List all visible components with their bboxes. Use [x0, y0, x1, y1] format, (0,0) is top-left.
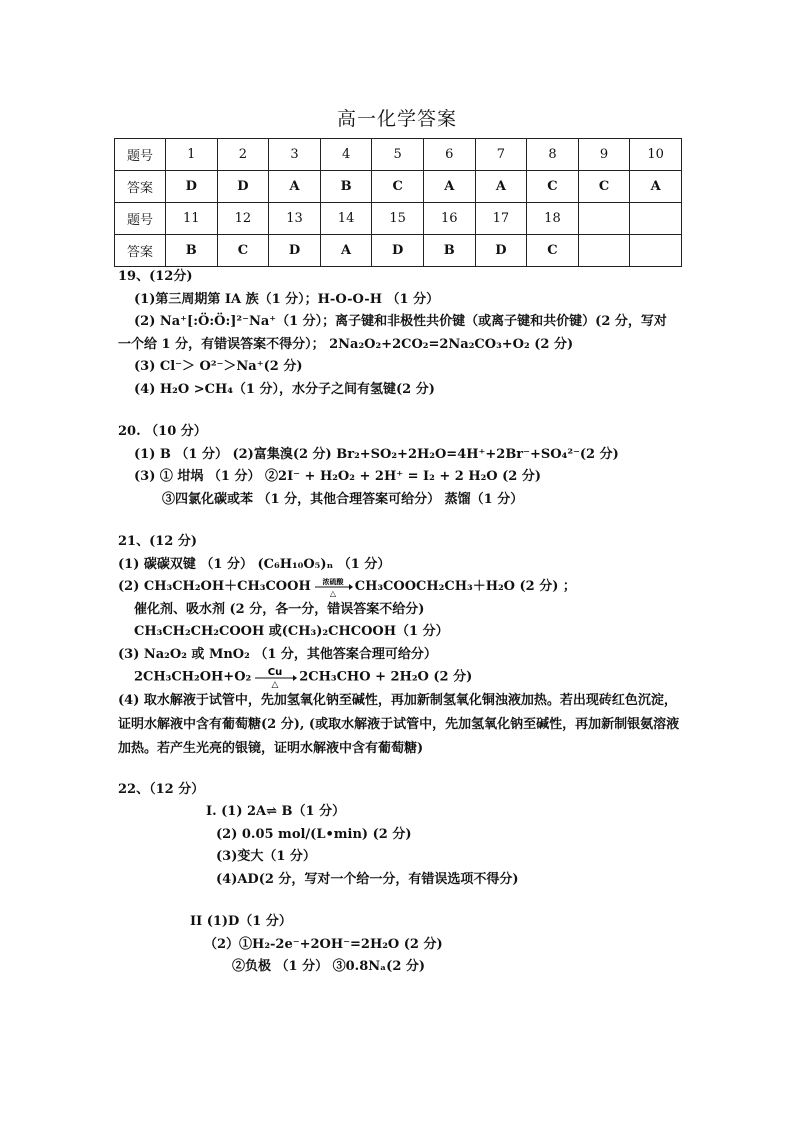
arrow-condition-above: 浓硫酸	[322, 577, 344, 586]
reaction-arrow-icon	[313, 577, 353, 597]
q21-line-2	[118, 576, 718, 599]
q19-line-2: (2) Na⁺[:Ö:Ö:]²⁻Na⁺（1 分）；离子键和非极性共价键（或离子键和共价键）(2 分，写对	[134, 314, 667, 329]
table-cell: 9	[578, 139, 630, 171]
table-cell: D	[372, 235, 424, 267]
reaction-arrow-icon	[253, 666, 297, 688]
table-cell: 12	[217, 203, 269, 235]
q21-line-4: CH₃CH₂CH₂COOH 或(CH₃)₂CHCOOH（1 分）	[134, 624, 449, 639]
table-cell: 15	[372, 203, 424, 235]
arrow-condition-below: △	[329, 588, 336, 597]
q21-line-3: 催化剂、吸水剂 (2 分，各一分，错误答案不给分)	[134, 601, 425, 617]
table-cell: B	[320, 171, 372, 203]
table-cell: C	[527, 235, 579, 267]
q19-line-5: (4) H₂O >CH₄（1 分），水分子之间有氢键(2 分)	[134, 381, 435, 397]
q21-products: CH₃COOCH₂CH₃＋H₂O (2 分) ；	[354, 579, 576, 594]
question-number-row	[115, 139, 682, 171]
q22-part2-3: ②负极 （1 分） ③0.8Nₐ(2 分)	[232, 959, 426, 974]
q22-part1-2: (2) 0.05 mol/(L•min) (2 分)	[216, 826, 412, 842]
table-cell: 8	[527, 139, 579, 171]
q21-oxidation-products: 2CH₃CHO + 2H₂O (2 分)	[299, 669, 473, 685]
table-cell: 7	[475, 139, 527, 171]
table-cell	[578, 235, 630, 267]
table-cell: B	[423, 235, 475, 267]
q21-line-1: (1) 碳碳双键 （1 分） (C₆H₁₀O₅)ₙ （1 分）	[118, 556, 391, 572]
q22-part2-1: II (1)D（1 分）	[190, 914, 292, 929]
q22-part1-1: I. (1) 2A⇌ B（1 分）	[206, 804, 346, 819]
q20-line-1: (1) B （1 分） (2)富集溴(2 分) Br₂+SO₂+2H₂O=4H⁺+2Br⁻+SO₄²⁻(2 分)	[134, 446, 619, 462]
table-cell: B	[166, 235, 218, 267]
question-number-row	[115, 203, 682, 235]
arrow-condition-below: △	[271, 680, 279, 688]
q19-line-4: (3) Cl⁻＞ O²⁻＞Na⁺(2 分)	[134, 359, 303, 374]
row-label: 答案	[115, 235, 166, 267]
q20-heading: 20. （10 分）	[118, 424, 207, 439]
q19-line-3: 一个给 1 分，有错误答案不得分）； 2Na₂O₂+2CO₂=2Na₂CO₃+O₂ (2 分)	[118, 336, 574, 352]
table-cell: 5	[372, 139, 424, 171]
answer-row	[115, 235, 682, 267]
table-cell: 10	[630, 139, 682, 171]
answer-row	[115, 171, 682, 203]
q21-oxidation-reactants: 2CH₃CH₂OH+O₂	[134, 669, 252, 685]
q19-heading: 19、(12分)	[118, 269, 193, 284]
page-title: 高一化学答案	[336, 108, 457, 130]
row-label: 题号	[115, 203, 166, 235]
table-cell: A	[320, 235, 372, 267]
answer-table	[114, 138, 682, 267]
table-cell: D	[166, 171, 218, 203]
table-cell	[578, 203, 630, 235]
table-cell: 2	[217, 139, 269, 171]
table-cell: A	[630, 171, 682, 203]
q20-line-2: (3) ① 坩埚 （1 分） ②2I⁻ + H₂O₂ + 2H⁺ = I₂ + 2 H₂O (2 分)	[134, 469, 542, 484]
q21-line-7: (4) 取水解液于试管中，先加氢氧化钠至碱性，再加新制氢氧化铜浊液加热。若出现砖红色沉淀，证明水解液中含有葡萄糖(2 分), (或取水解液于试管中，先加氢氧化钠至碱性，再加新制银氨溶液加热。若产生光亮的银镜，证明水解液中含有葡萄糖)	[118, 692, 680, 756]
q21-heading: 21、(12 分)	[118, 534, 198, 549]
table-cell: 11	[166, 203, 218, 235]
table-cell	[630, 235, 682, 267]
row-label: 答案	[115, 171, 166, 203]
q21-reactants: (2) CH₃CH₂OH＋CH₃COOH	[118, 579, 311, 594]
q21-line-6	[118, 666, 718, 689]
table-cell: 6	[423, 139, 475, 171]
table-cell: C	[527, 171, 579, 203]
table-cell: D	[269, 235, 321, 267]
arrow-condition-above: Cu	[267, 667, 283, 678]
q20-line-3: ③四氯化碳或苯 （1 分，其他合理答案可给分） 蒸馏（1 分）	[162, 491, 524, 507]
table-cell: C	[217, 235, 269, 267]
table-cell: 18	[527, 203, 579, 235]
table-cell	[630, 203, 682, 235]
table-cell: 17	[475, 203, 527, 235]
table-cell: D	[217, 171, 269, 203]
table-cell: 1	[166, 139, 218, 171]
table-cell: C	[578, 171, 630, 203]
table-cell: C	[372, 171, 424, 203]
table-cell: 16	[423, 203, 475, 235]
q22-heading: 22、（12 分）	[118, 781, 205, 797]
table-cell: A	[423, 171, 475, 203]
q19-line-1: (1)第三周期第 IA 族（1 分）；H-O-O-H （1 分）	[134, 291, 440, 307]
q22-part2-2: （2）①H₂-2e⁻+2OH⁻=2H₂O (2 分)	[204, 936, 443, 952]
table-cell: 3	[269, 139, 321, 171]
q21-line-5: (3) Na₂O₂ 或 MnO₂ （1 分，其他答案合理可给分）	[118, 646, 437, 662]
table-cell: D	[475, 235, 527, 267]
q22-part1-4: (4)AD(2 分，写对一个给一分，有错误选项不得分)	[216, 871, 519, 887]
q22-part1-3: (3)变大（1 分）	[216, 849, 316, 864]
table-cell: A	[269, 171, 321, 203]
answer-content	[118, 266, 718, 979]
row-label: 题号	[115, 139, 166, 171]
table-cell: 4	[320, 139, 372, 171]
table-cell: 14	[320, 203, 372, 235]
table-cell: A	[475, 171, 527, 203]
table-cell: 13	[269, 203, 321, 235]
